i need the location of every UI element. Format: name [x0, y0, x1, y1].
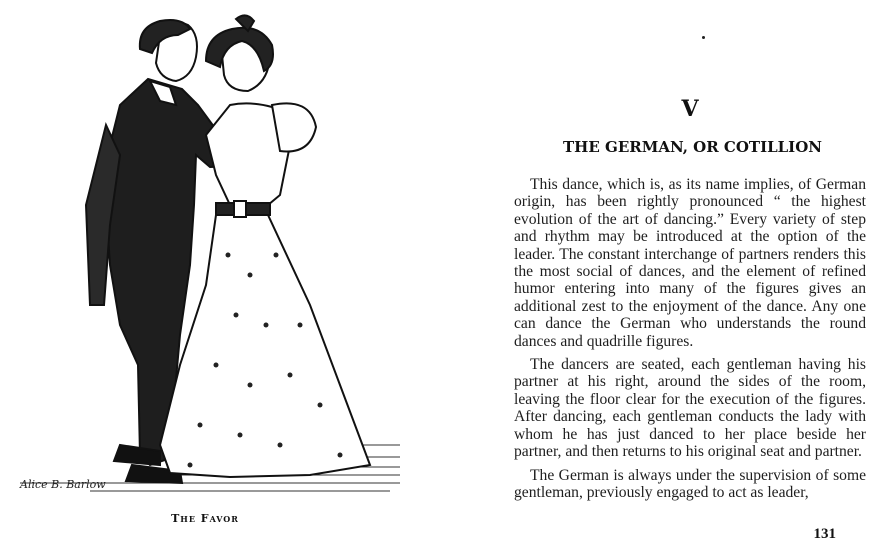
chapter-title: THE GERMAN, OR COTILLION [563, 138, 822, 156]
paragraph: The dancers are seated, each gentleman having his partner at his right, around the sides of the room, leaving the floor clear for the execution of the figures. After dancing, each gentleman conducts the lady with whom he has just danced to her place beside her partner, and then returns to his original seat and partner. [514, 356, 866, 461]
artist-signature: Alice B. Barlow [20, 478, 106, 491]
page-mark [702, 36, 705, 39]
paragraph: This dance, which is, as its name implies, of German origin, has been rightly pronounced “ the highest evolution of the art of dancing.” Every variety of step and rhythm may be introduced at the option of the leader. The constant interchange of partners renders this the most social of dances, and the element of refined humor entering into many of the figures gives an additional zest to the enjoyment of the dance. Any one can dance the German who understands the round dances and quadrille figures. [514, 176, 866, 350]
paragraph: The German is always under the supervision of some gentleman, previously engaged to act as leader, [514, 466, 866, 501]
page-number: 131 [813, 526, 836, 542]
favor-illustration [10, 5, 430, 505]
body-text [514, 176, 866, 501]
chapter-number: V [681, 96, 699, 122]
right-page [470, 0, 877, 556]
illustration-caption: The Favor [171, 512, 239, 525]
